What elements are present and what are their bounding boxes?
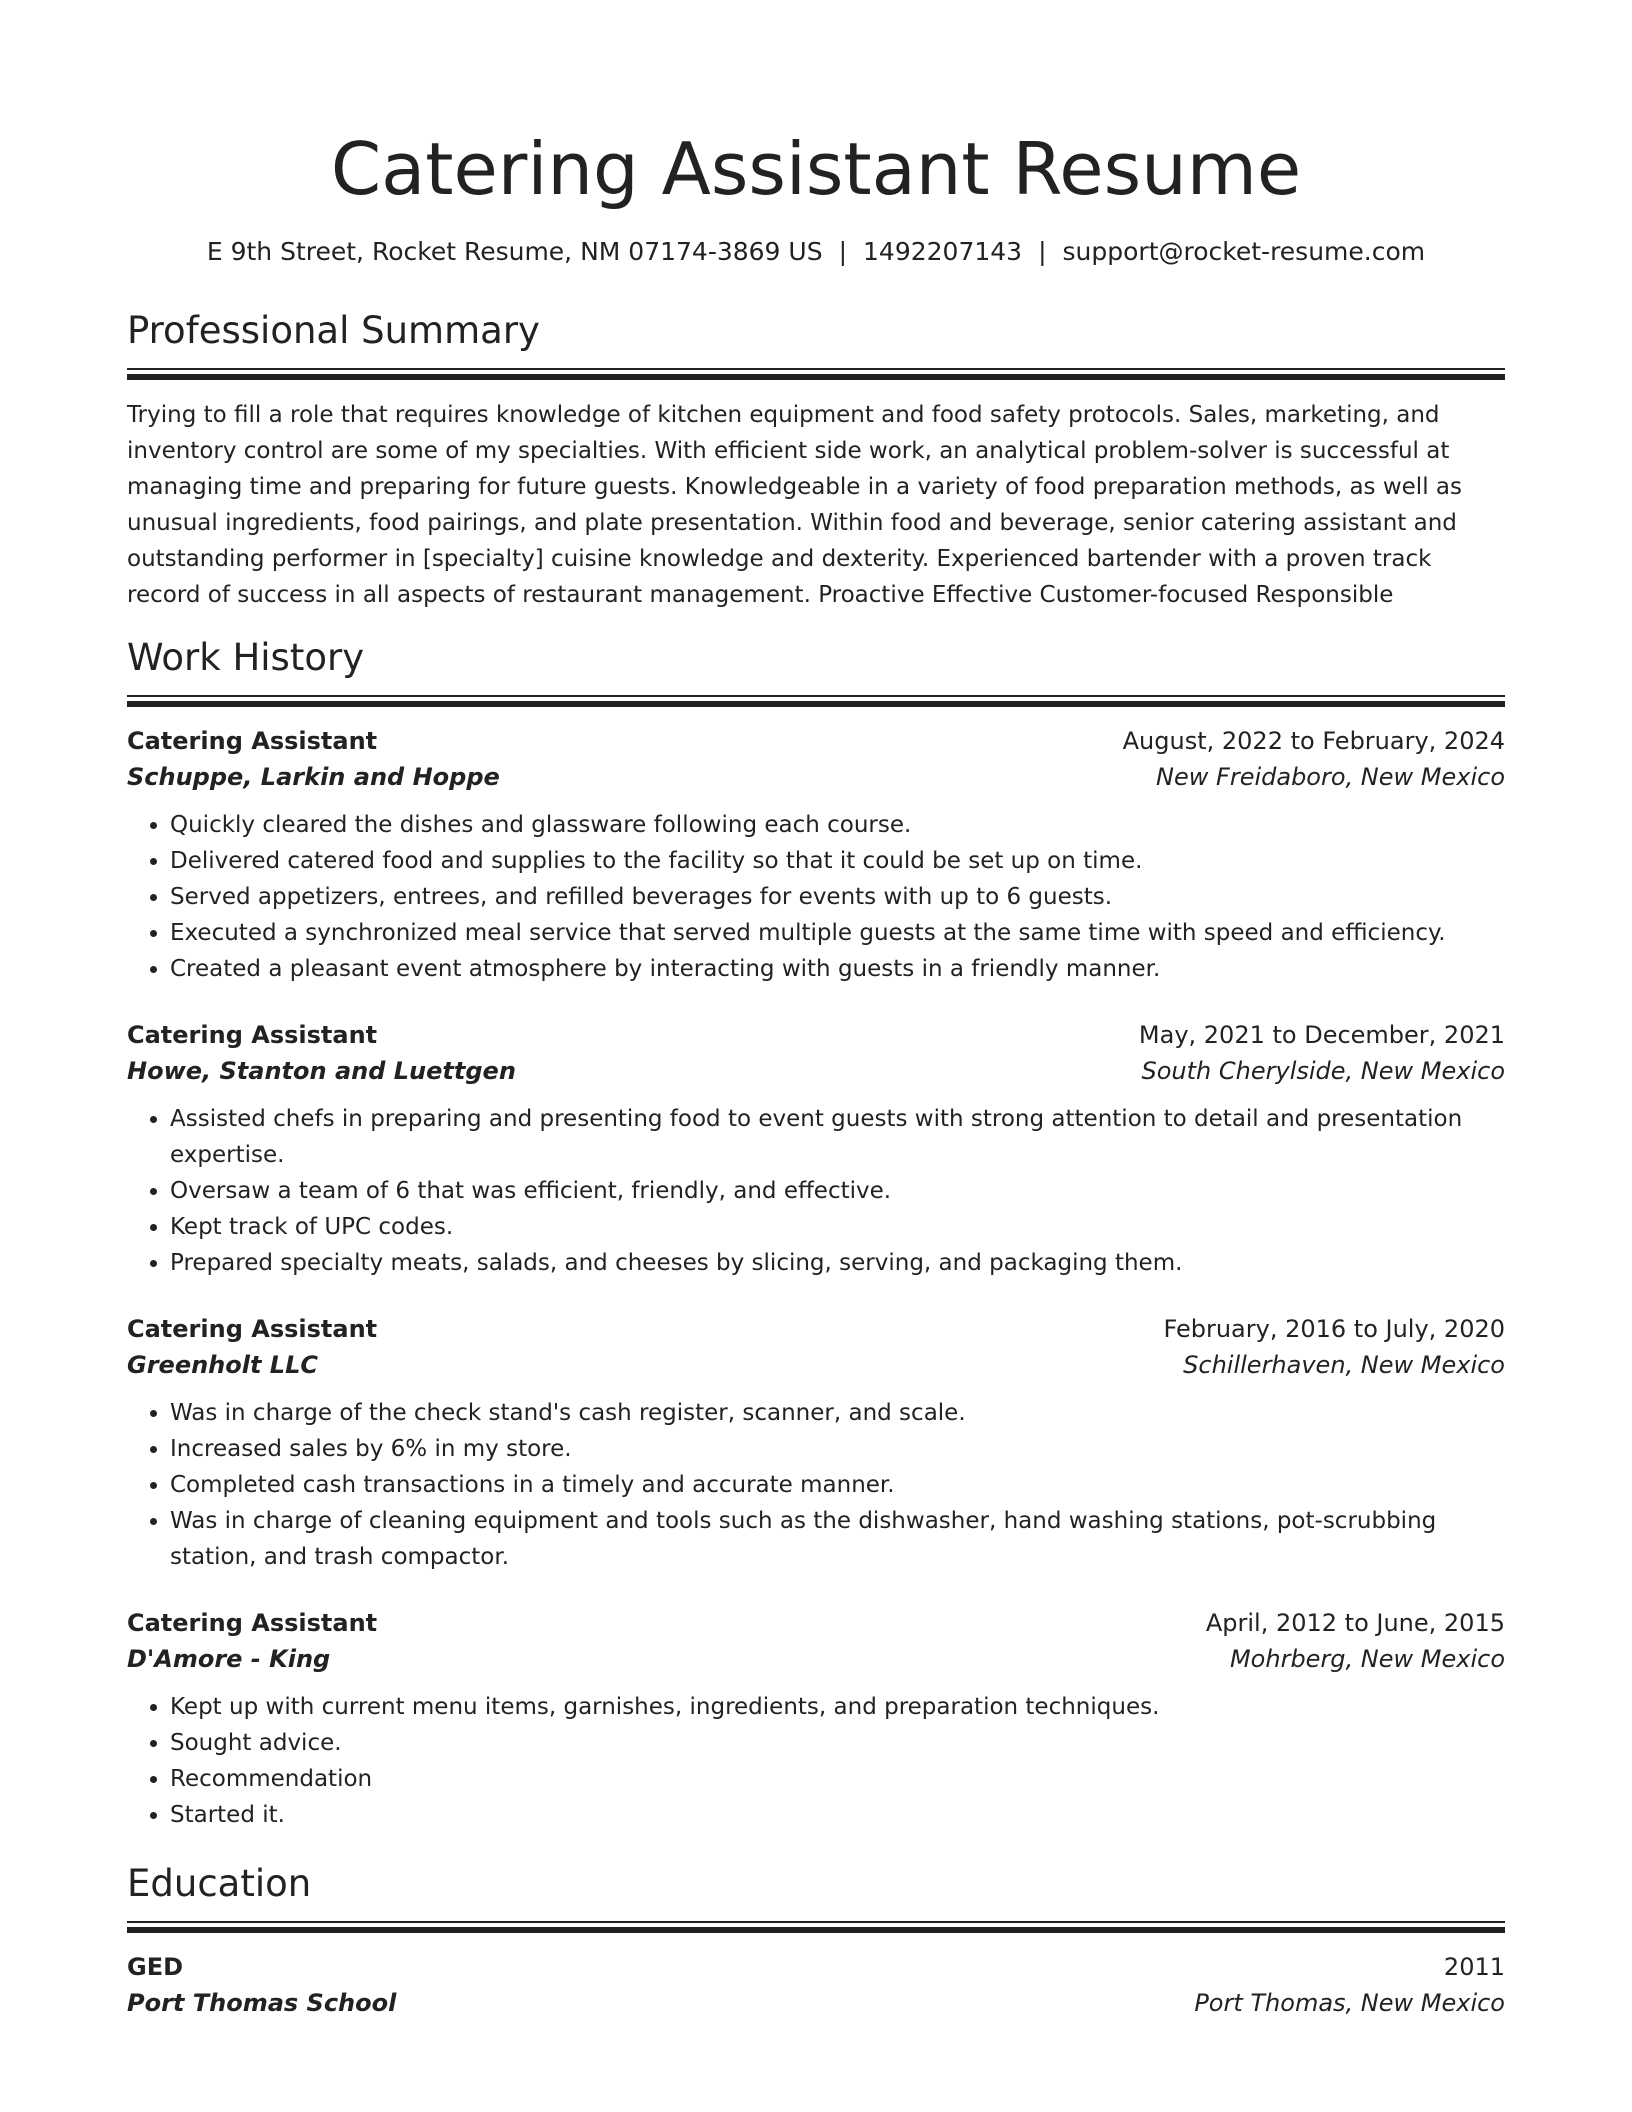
education-entry: [127, 1949, 1505, 2021]
work-history-list: [127, 723, 1505, 1833]
education-school: Port Thomas School: [127, 1989, 397, 2017]
job-bullet: • Quickly cleared the dishes and glassware following each course.: [170, 807, 1505, 843]
section-divider: [127, 695, 1505, 707]
job-dates: February, 2016 to July, 2020: [1163, 1315, 1505, 1343]
job-header-row: [127, 1311, 1505, 1347]
job-bullets: [127, 1395, 1505, 1575]
job-bullet: • Created a pleasant event atmosphere by interacting with guests in a friendly manner.: [170, 951, 1505, 987]
job-bullet: • Delivered catered food and supplies to the facility so that it could be set up on time.: [170, 843, 1505, 879]
job-bullet: • Prepared specialty meats, salads, and cheeses by slicing, serving, and packaging them.: [170, 1245, 1505, 1281]
education-header-row: [127, 1949, 1505, 1985]
job-role: Catering Assistant: [127, 727, 378, 755]
job-location: South Cherylside, New Mexico: [1141, 1057, 1505, 1085]
job-bullets: [127, 1689, 1505, 1833]
job-bullet: • Oversaw a team of 6 that was efficient, friendly, and effective.: [170, 1173, 1505, 1209]
contact-separator: |: [1038, 237, 1047, 266]
job-bullets: [127, 807, 1505, 987]
job-company: Howe, Stanton and Luettgen: [127, 1057, 516, 1085]
section-divider: [127, 368, 1505, 380]
job-entry: [127, 1017, 1505, 1281]
job-location: New Freidaboro, New Mexico: [1156, 763, 1505, 791]
work-history-heading: Work History: [127, 636, 365, 679]
job-role: Catering Assistant: [127, 1021, 378, 1049]
job-location: Mohrberg, New Mexico: [1229, 1645, 1505, 1673]
job-header-row: [127, 1605, 1505, 1641]
job-role: Catering Assistant: [127, 1315, 378, 1343]
education-heading: Education: [127, 1862, 312, 1905]
education-school-row: [127, 1985, 1505, 2021]
job-role: Catering Assistant: [127, 1609, 378, 1637]
education-degree: GED: [127, 1953, 184, 1981]
job-company-row: [127, 1053, 1505, 1089]
job-bullet: • Executed a synchronized meal service that served multiple guests at the same time with speed and efficiency.: [170, 915, 1505, 951]
job-location: Schillerhaven, New Mexico: [1183, 1351, 1505, 1379]
job-entry: [127, 723, 1505, 987]
job-bullet: • Recommendation: [170, 1761, 1505, 1797]
education-year: 2011: [1443, 1953, 1505, 1981]
education-location: Port Thomas, New Mexico: [1194, 1989, 1505, 2017]
contact-separator: |: [838, 237, 848, 266]
job-header-row: [127, 1017, 1505, 1053]
job-bullet: • Was in charge of cleaning equipment and tools such as the dishwasher, hand washing stations, pot-scrubbing station, and trash compactor.: [170, 1503, 1505, 1575]
job-bullet: • Served appetizers, entrees, and refilled beverages for events with up to 6 guests.: [170, 879, 1505, 915]
job-bullet: • Was in charge of the check stand's cash register, scanner, and scale.: [170, 1395, 1505, 1431]
job-company: Schuppe, Larkin and Hoppe: [127, 763, 500, 791]
contact-address: E 9th Street, Rocket Resume, NM 07174-3869 US: [206, 237, 823, 266]
contact-email: support@rocket-resume.com: [1062, 237, 1426, 266]
job-bullet: • Kept track of UPC codes.: [170, 1209, 1505, 1245]
job-entry: [127, 1311, 1505, 1575]
job-header-row: [127, 723, 1505, 759]
summary-heading: Professional Summary: [127, 309, 540, 352]
job-bullet: • Sought advice.: [170, 1725, 1505, 1761]
job-bullet: • Increased sales by 6% in my store.: [170, 1431, 1505, 1467]
summary-text: Trying to fill a role that requires knowledge of kitchen equipment and food safety protocols. Sales, marketing, and inventory control are some of my specialties. With efficient side work, an analytical problem-solver is successful at managing time and preparing for future guests. Knowledgeable in a variety of food preparation methods, as well as unusual ingredients, food pairings, and plate presentation. Within food and beverage, senior catering assistant and outstanding performer in [specialty] cuisine knowledge and dexterity. Experienced bartender with a proven track record of success in all aspects of restaurant management. Proactive Effective Customer-focused Responsible: [127, 402, 1462, 608]
section-divider: [127, 1921, 1505, 1933]
job-company-row: [127, 1641, 1505, 1677]
job-bullets: [127, 1101, 1505, 1281]
contact-phone: 1492207143: [863, 237, 1023, 266]
job-company-row: [127, 759, 1505, 795]
job-dates: May, 2021 to December, 2021: [1138, 1021, 1505, 1049]
job-company: Greenholt LLC: [127, 1351, 319, 1379]
job-bullet: • Completed cash transactions in a timely and accurate manner.: [170, 1467, 1505, 1503]
page-title: Catering Assistant Resume: [330, 127, 1302, 211]
education-list: [127, 1949, 1505, 2021]
job-bullet: • Assisted chefs in preparing and presenting food to event guests with strong attention to detail and presentation expertise.: [170, 1101, 1505, 1173]
job-entry: [127, 1605, 1505, 1833]
job-dates: April, 2012 to June, 2015: [1205, 1609, 1505, 1637]
job-company: D'Amore - King: [127, 1645, 331, 1673]
job-bullet: • Kept up with current menu items, garnishes, ingredients, and preparation techniques.: [170, 1689, 1505, 1725]
job-dates: August, 2022 to February, 2024: [1122, 727, 1505, 755]
job-bullet: • Started it.: [170, 1797, 1505, 1833]
job-company-row: [127, 1347, 1505, 1383]
contact-line: [127, 236, 1505, 268]
